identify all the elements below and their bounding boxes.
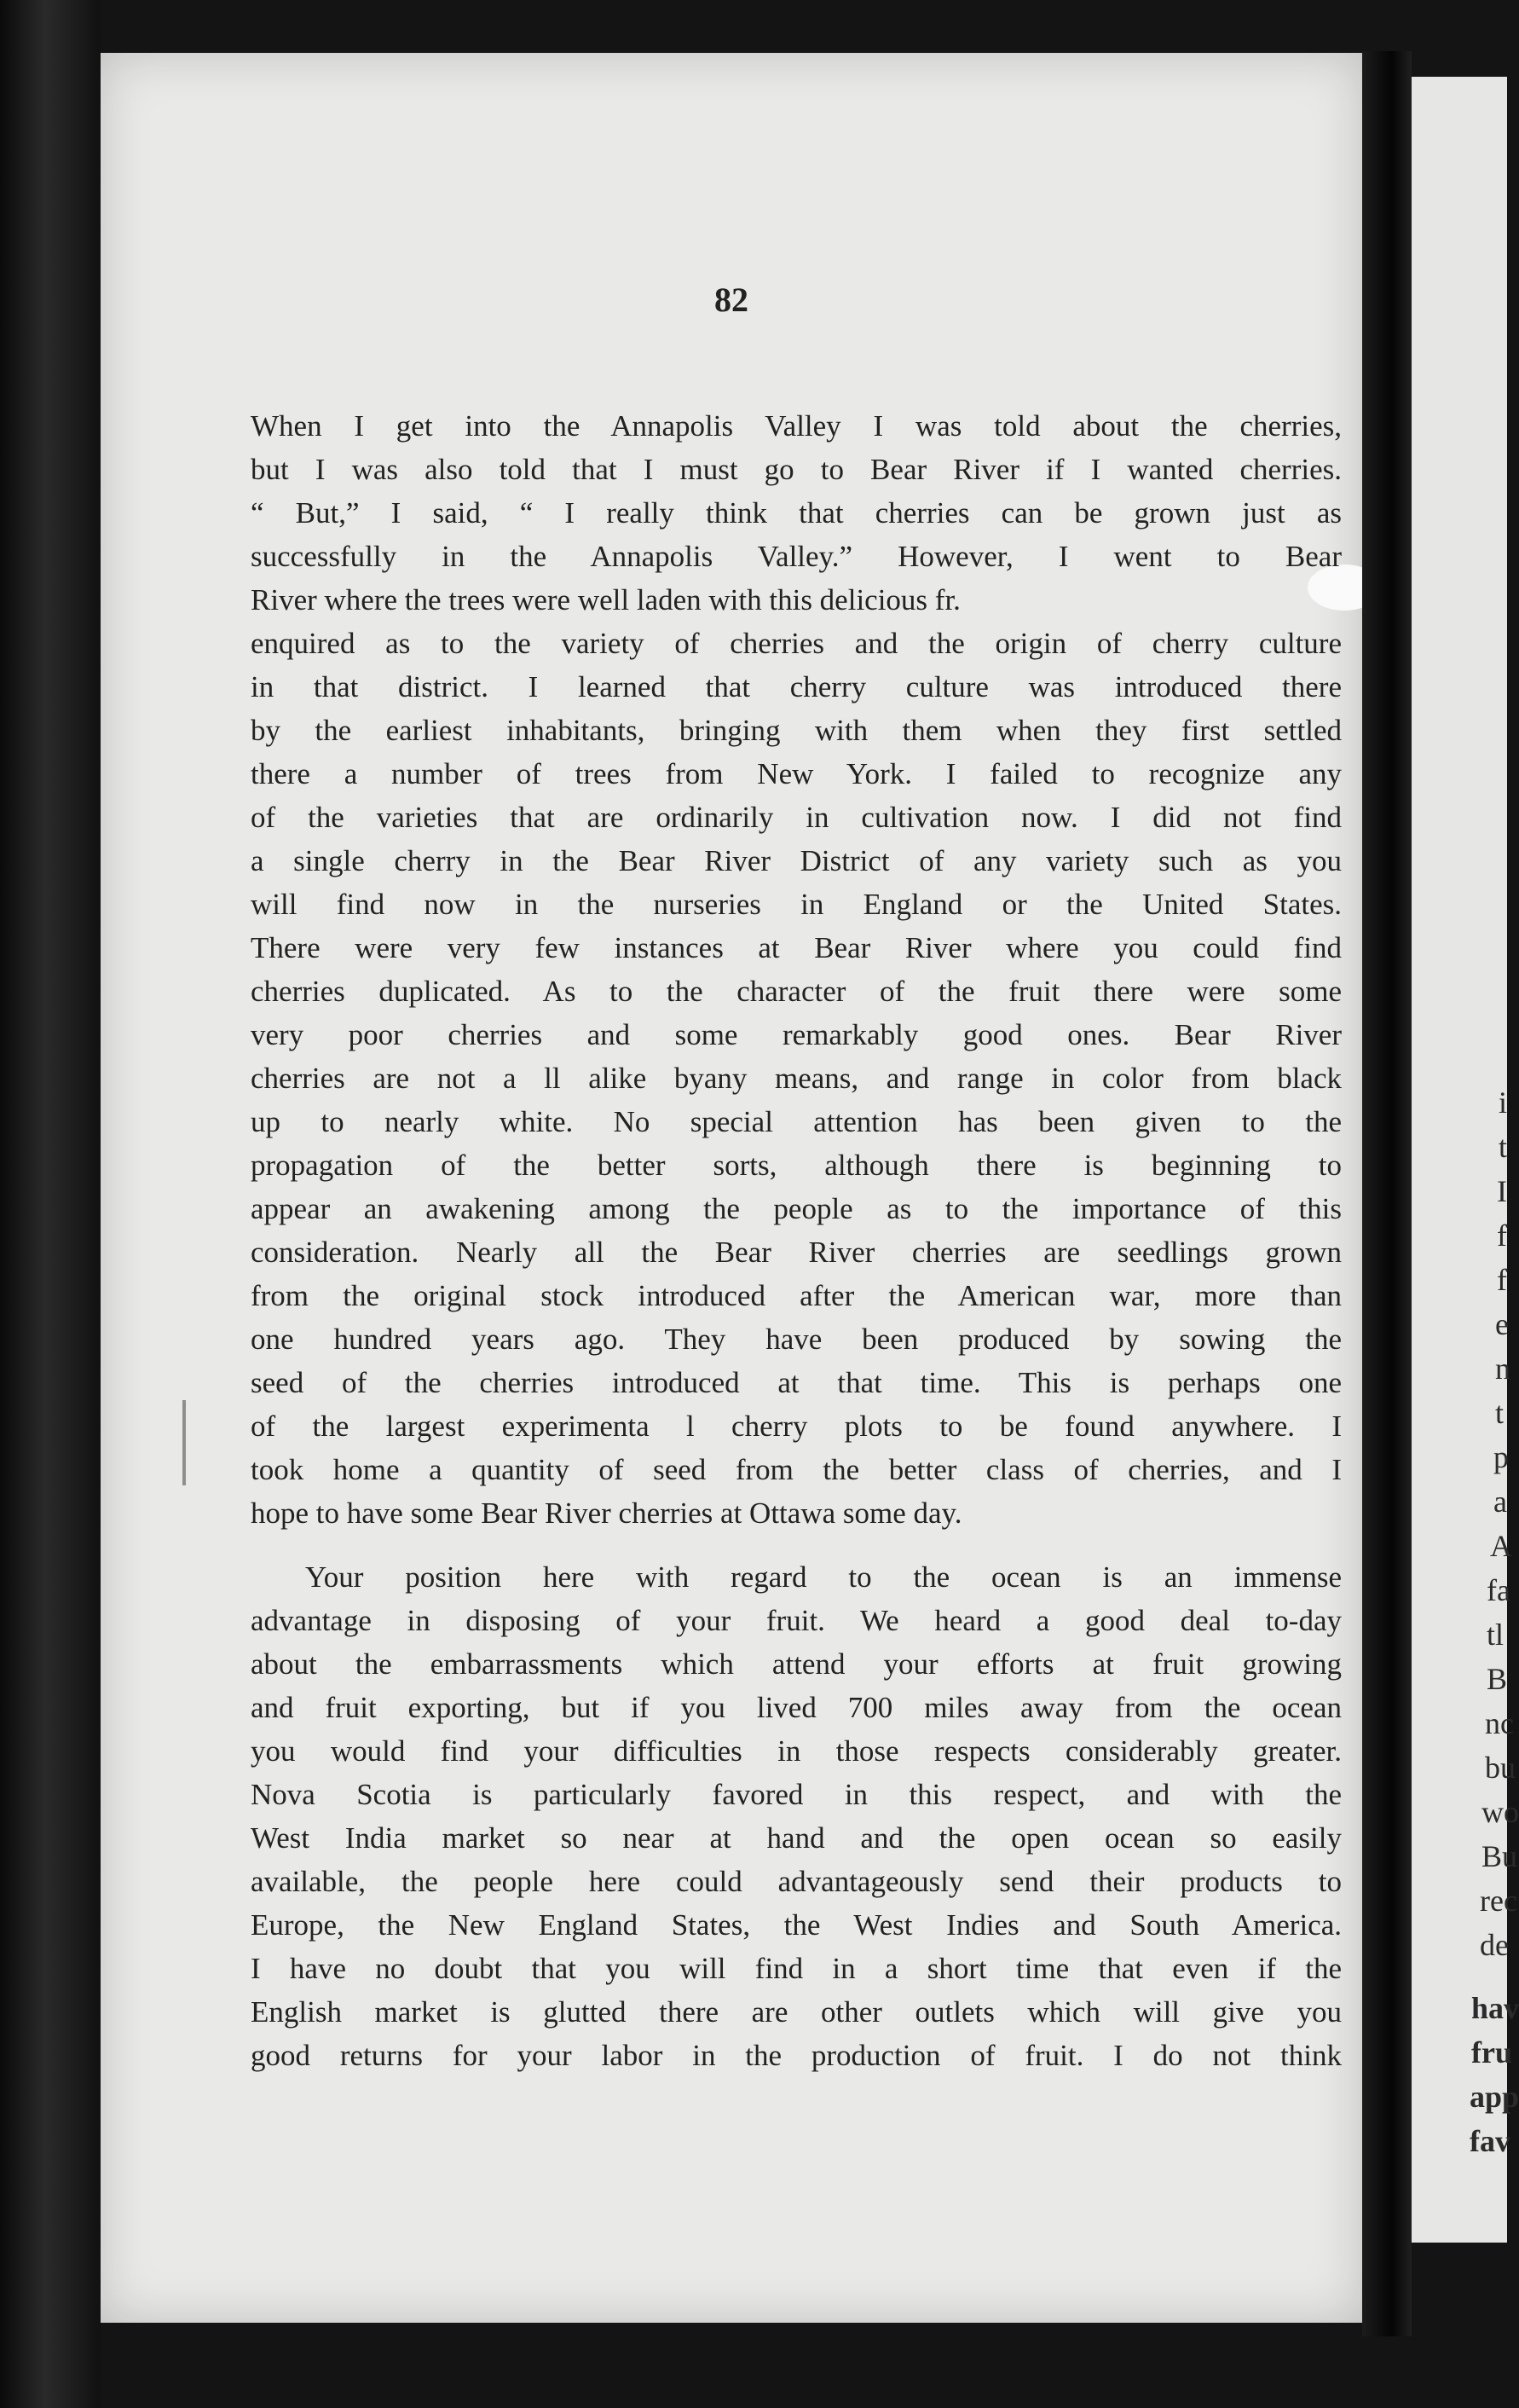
text-line: good returns for your labor in the production of fruit. I do not think	[251, 2039, 1342, 2072]
text-line: there a number of trees from New York. I failed to recognize any	[251, 757, 1342, 790]
text-line: appear an awakening among the people as to the importance of this	[251, 1192, 1342, 1225]
text-line: River where the trees were well laden with this delicious fr.	[251, 583, 961, 616]
facing-page-fragment: wo	[1481, 1795, 1519, 1829]
facing-page-fragment: i	[1499, 1085, 1508, 1120]
text-line: seed of the cherries introduced at that time. This is perhaps one	[251, 1366, 1342, 1399]
text-line: There were very few instances at Bear River where you could find	[251, 931, 1342, 964]
body-text	[251, 404, 1342, 2077]
facing-page-fragment: n	[1495, 1352, 1510, 1386]
text-line: one hundred years ago. They have been produced by sowing the	[251, 1323, 1342, 1356]
text-line: from the original stock introduced after the American war, more than	[251, 1279, 1342, 1312]
facing-page-edge	[1412, 77, 1519, 2243]
page-number: 82	[714, 281, 748, 319]
text-line: “ But,” I said, “ I really think that cherries can be grown just as	[251, 496, 1342, 530]
text-line: West India market so near at hand and the open ocean so easily	[251, 1821, 1342, 1855]
facing-page-fragment: nc	[1485, 1706, 1514, 1740]
text-line: enquired as to the variety of cherries and the origin of cherry culture	[251, 627, 1342, 660]
text-line: in that district. I learned that cherry culture was introduced there	[251, 670, 1342, 703]
page-gutter-shadow	[1362, 51, 1412, 2336]
paragraph-2	[251, 1555, 1342, 2077]
text-line: English market is glutted there are other outlets which will give you	[251, 1995, 1342, 2029]
text-line: a single cherry in the Bear River District of any variety such as you	[251, 844, 1342, 877]
text-line: very poor cherries and some remarkably good ones. Bear River	[251, 1018, 1342, 1051]
facing-page-fragment: fru	[1471, 2035, 1512, 2069]
text-line: Your position here with regard to the ocean is an immense	[305, 1560, 1342, 1594]
text-line: consideration. Nearly all the Bear River cherries are seedlings grown	[251, 1236, 1342, 1269]
text-line: cherries are not a ll alike byany means, and range in color from black	[251, 1062, 1342, 1095]
text-line: When I get into the Annapolis Valley I was told about the cherries,	[251, 409, 1342, 443]
facing-page-fragment: fav	[1470, 2124, 1510, 2158]
text-line: about the embarrassments which attend your efforts at fruit growing	[251, 1647, 1342, 1681]
facing-page-fragment: de	[1480, 1928, 1509, 1962]
text-line: by the earliest inhabitants, bringing with them when they first settled	[251, 714, 1342, 747]
book-page	[101, 53, 1362, 2323]
facing-page-fragment: t	[1495, 1396, 1505, 1430]
facing-page-fragment: tl	[1487, 1618, 1505, 1652]
scanner-left-edge	[0, 0, 101, 2408]
facing-page-fragment: B	[1487, 1662, 1508, 1696]
paragraph-1	[251, 404, 1342, 1535]
facing-page-fragment: bu	[1485, 1751, 1516, 1785]
facing-page-fragment: f	[1497, 1263, 1507, 1297]
text-line: available, the people here could advantageously send their products to	[251, 1865, 1342, 1898]
paragraph-gap	[251, 1535, 1342, 1555]
text-line: up to nearly white. No special attention has been given to the	[251, 1105, 1342, 1138]
facing-page-fragment: A	[1490, 1529, 1512, 1563]
text-line: advantage in disposing of your fruit. We heard a good deal to-day	[251, 1604, 1342, 1637]
facing-page-fragment: fa	[1487, 1573, 1510, 1607]
text-line: successfully in the Annapolis Valley.” However, I went to Bear	[251, 540, 1342, 573]
text-line: but I was also told that I must go to Bear River if I wanted cherries.	[251, 453, 1342, 486]
text-line: Europe, the New England States, the West Indies and South America.	[251, 1908, 1342, 1942]
facing-page-fragment: f	[1497, 1218, 1507, 1253]
text-line: cherries duplicated. As to the character of the fruit there were some	[251, 975, 1342, 1008]
text-line: Nova Scotia is particularly favored in this respect, and with the	[251, 1778, 1342, 1811]
facing-page-fragment: a	[1493, 1485, 1507, 1519]
text-line: of the varieties that are ordinarily in cultivation now. I did not find	[251, 801, 1342, 834]
scan-mark	[182, 1400, 186, 1485]
text-line: and fruit exporting, but if you lived 700 miles away from the ocean	[251, 1691, 1342, 1724]
facing-page-fragment: I	[1497, 1174, 1507, 1208]
text-line: you would find your difficulties in those respects considerably greater.	[251, 1734, 1342, 1768]
facing-page-fragment: rec	[1480, 1884, 1517, 1918]
facing-page-fragment: e	[1495, 1307, 1509, 1341]
facing-page-fragment: p	[1493, 1440, 1509, 1474]
facing-page-fragment: app	[1470, 2080, 1519, 2114]
facing-page-fragment: Bu	[1481, 1839, 1518, 1873]
text-line: propagation of the better sorts, although there is beginning to	[251, 1149, 1342, 1182]
text-line: took home a quantity of seed from the better class of cherries, and I	[251, 1453, 1342, 1486]
text-line: hope to have some Bear River cherries at Ottawa some day.	[251, 1496, 962, 1530]
facing-page-fragment: t	[1499, 1130, 1508, 1164]
facing-page-fragment: hav	[1471, 1991, 1519, 2025]
text-line: of the largest experimenta l cherry plots to be found anywhere. I	[251, 1409, 1342, 1443]
text-line: I have no doubt that you will find in a short time that even if the	[251, 1952, 1342, 1985]
text-line: will find now in the nurseries in England or the United States.	[251, 888, 1342, 921]
